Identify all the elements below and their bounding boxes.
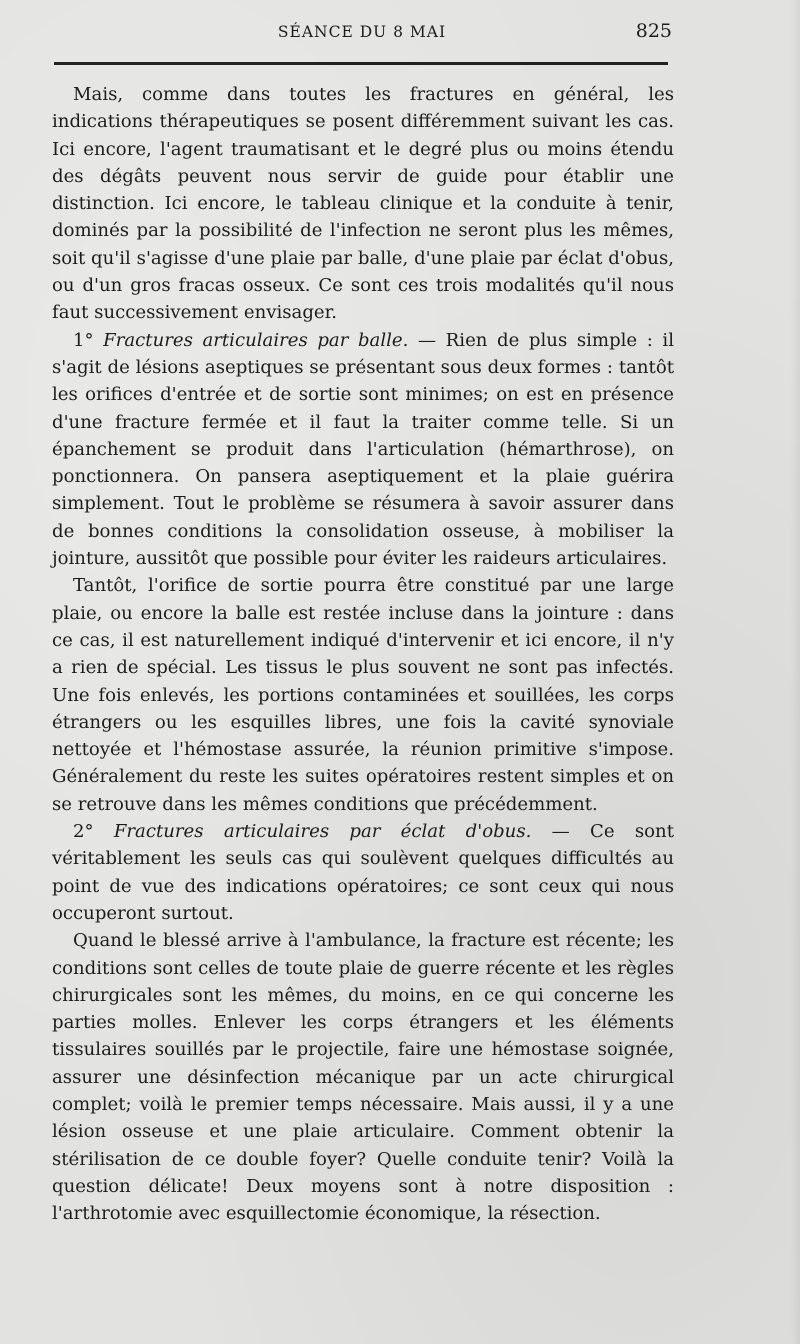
paragraph-text: Mais, comme dans toutes les fractures en général, les indications thérapeutiques se posent différemment suivant les cas. Ici encore, l'agent traumatisant et le degré plus ou moins étendu des dégâts peuvent nous servir de guide pour établir une distinction. Ici encore, le tableau clinique et la conduite à tenir, dominés par la possibilité de l'infection ne seront plus les mêmes, soit qu'il s'agisse d'une plaie par balle, d'une plaie par éclat d'obus, ou d'un gros fracas osseux. Ce sont ces trois modalités qu'il nous faut successivement envisager. xyxy=(52,84,674,324)
paragraph-intro xyxy=(52,81,674,327)
body-text xyxy=(52,81,674,1227)
page-number: 825 xyxy=(635,20,672,42)
paragraph-section-1-cont xyxy=(52,572,674,818)
paragraph-section-1 xyxy=(52,327,674,573)
paragraph-text: — Rien de plus simple : il s'agit de lésions aseptiques se présentant sous deux formes : tantôt les orifices d'entrée et de sortie sont minimes; on est en présence d'une fracture fermée et il faut la traiter comme telle. Si un épanchement se produit dans l'articulation (hémarthrose), on ponctionnera. On pansera aseptiquement et la plaie guérira simplement. Tout le problème se résumera à savoir assurer dans de bonnes conditions la consolidation osseuse, à mobiliser la jointure, aussitôt que possible pour éviter les raideurs articulaires. xyxy=(52,329,675,570)
section-heading: Fractures articulaires par balle. xyxy=(103,329,409,351)
paragraph-text: Tantôt, l'orifice de sortie pourra être constitué par une large plaie, ou encore la balle est restée incluse dans la jointure : dans ce cas, il est naturellement indiqué d'intervenir et ici encore, il n'y a rien de spécial. Les tissus le plus souvent ne sont pas infectés. Une fois enlevés, les portions contaminées et souillées, les corps étrangers ou les esquilles libres, une fois la cavité synoviale nettoyée et l'hémostase assurée, la réunion primitive s'impose. Généralement du reste les suites opératoires restent simples et on se retrouve dans les mêmes conditions que précédemment. xyxy=(52,575,674,815)
running-title: SÉANCE DU 8 MAI xyxy=(277,23,447,41)
paragraph-section-2-cont xyxy=(52,927,674,1227)
paragraph-text: — Ce sont véritablement les seuls cas qui soulèvent quelques difficultés au point de vue des indications opératoires; ce sont ceux qui nous occuperont surtout. xyxy=(52,821,674,924)
paragraph-section-2 xyxy=(52,818,674,927)
section-heading: Fractures articulaires par éclat d'obus. xyxy=(113,821,532,843)
section-number: 1° xyxy=(73,329,94,351)
header-rule xyxy=(54,62,668,65)
page-header xyxy=(52,20,672,46)
page-edge-shadow xyxy=(790,0,800,1344)
paragraph-text: Quand le blessé arrive à l'ambulance, la fracture est récente; les conditions sont celles de toute plaie de guerre récente et les règles chirurgicales sont les mêmes, du moins, en ce qui concerne les parties molles. Enlever les corps étrangers et les éléments tissulaires souillés par le projectile, faire une hémostase soignée, assurer une désinfection mécanique par un acte chirurgical complet; voilà le premier temps nécessaire. Mais aussi, il y a une lésion osseuse et une plaie articulaire. Comment obtenir la stérilisation de ce double foyer? Quelle conduite tenir? Voilà la question délicate! Deux moyens sont à notre disposition : l'arthrotomie avec esquillectomie économique, la résection. xyxy=(52,930,674,1225)
section-number: 2° xyxy=(73,821,94,843)
